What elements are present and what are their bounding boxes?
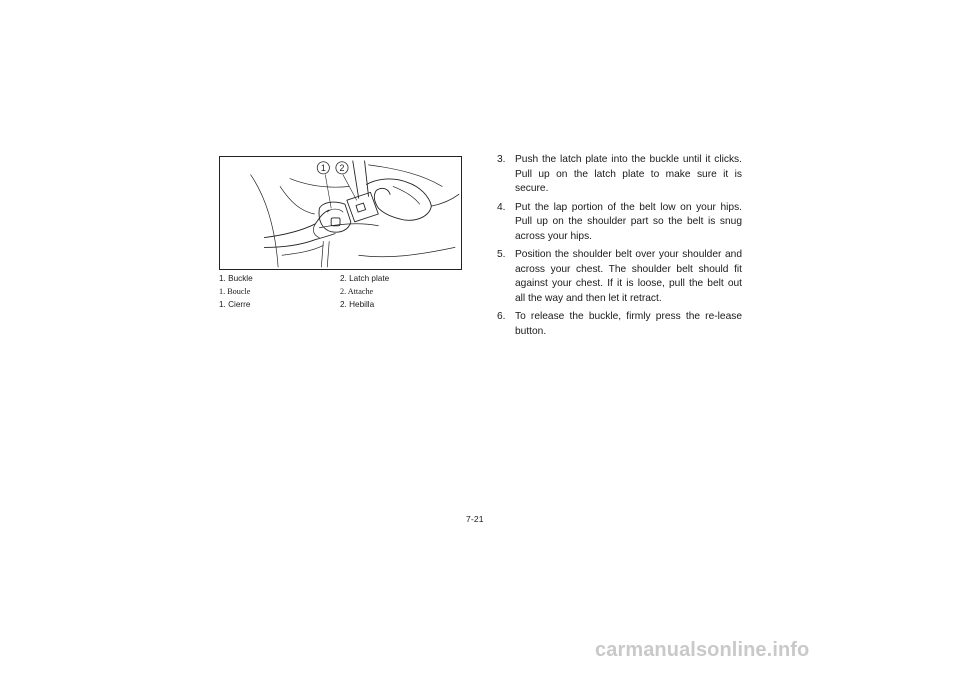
step-text: Push the latch plate into the buckle until it clicks. Pull up on the latch plate to make sure it is secure. xyxy=(515,154,742,195)
step-number: 5. xyxy=(497,249,506,260)
caption-buckle-label: 1. Buckle xyxy=(219,274,253,283)
step-item xyxy=(497,201,742,245)
instruction-steps xyxy=(497,153,742,343)
step-number: 4. xyxy=(497,201,506,213)
caption-row-spanish xyxy=(219,301,462,314)
callout-2: 2 xyxy=(339,163,345,174)
step-item xyxy=(497,153,742,197)
caption-cierre-label: 1. Cierre xyxy=(219,300,251,309)
figure-caption xyxy=(219,275,462,314)
caption-attache-label: 2. Attache xyxy=(340,287,374,296)
step-text: Put the lap portion of the belt low on your hips. Pull up on the shoulder part so the belt is snug across your hips. xyxy=(515,201,742,242)
callout-1: 1 xyxy=(320,163,326,174)
step-number: 3. xyxy=(497,154,506,165)
step-item xyxy=(497,248,742,307)
caption-latch-plate-label: 2. Latch plate xyxy=(340,274,390,283)
seat-belt-illustration xyxy=(219,156,462,270)
caption-boucle-label: 1. Boucle xyxy=(219,287,251,296)
step-text: Position the shoulder belt over your shoulder and across your chest. The shoulder belt should fit against your chest. If it is loose, pull the belt out all the way and then let it retract. xyxy=(515,249,742,305)
step-number: 6. xyxy=(497,311,506,323)
step-item xyxy=(497,310,742,339)
caption-hebilla-label: 2. Hebilla xyxy=(340,300,375,309)
step-text: To release the buckle, firmly press the re-lease button. xyxy=(515,311,742,337)
page-number: 7-21 xyxy=(466,514,484,524)
watermark: carmanualsonline.info xyxy=(595,639,810,661)
